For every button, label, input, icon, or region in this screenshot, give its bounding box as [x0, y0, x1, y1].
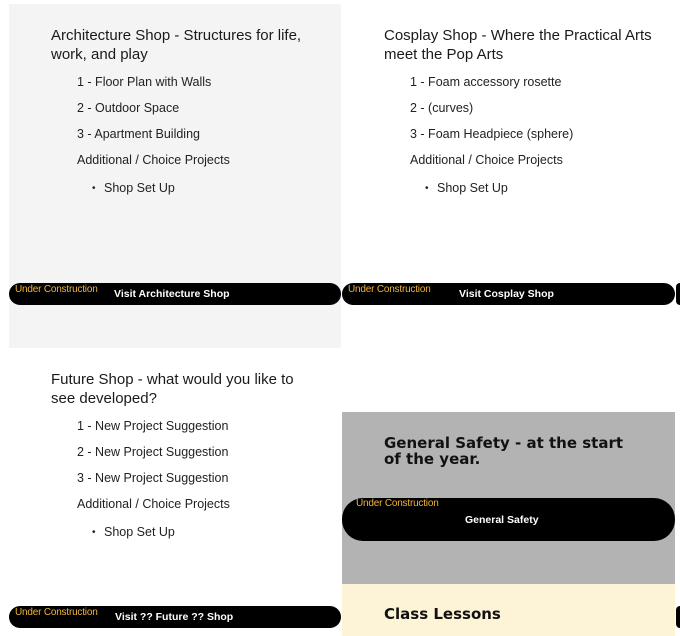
list-item: 1 - New Project Suggestion [77, 419, 229, 433]
visit-cosplay-shop-button[interactable] [342, 283, 675, 305]
button-label: General Safety [465, 514, 539, 526]
button-label: Visit Architecture Shop [114, 288, 230, 300]
list-item: 2 - Outdoor Space [77, 101, 180, 115]
class-lessons-title: Class Lessons [384, 605, 501, 623]
list-item: 1 - Foam accessory rosette [410, 75, 562, 89]
cosplay-bullet-item: • Shop Set Up [425, 179, 508, 198]
list-item: Additional / Choice Projects [410, 153, 563, 167]
list-item: Additional / Choice Projects [77, 153, 230, 167]
next-card-edge [676, 606, 680, 628]
list-item: Additional / Choice Projects [77, 497, 230, 511]
cosplay-shop-title: Cosplay Shop - Where the Practical Arts meet the Pop Arts [384, 27, 652, 63]
future-project-list [77, 417, 230, 521]
status-badge: Under Construction [348, 284, 431, 295]
status-badge: Under Construction [15, 607, 98, 618]
general-safety-title: General Safety - at the start of the year. [384, 434, 624, 468]
list-item: 2 - New Project Suggestion [77, 445, 229, 459]
status-badge: Under Construction [15, 284, 98, 295]
list-item: 3 - Foam Headpiece (sphere) [410, 127, 574, 141]
architecture-shop-title: Architecture Shop - Structures for life, work, and play [51, 27, 302, 63]
list-item: 2 - (curves) [410, 101, 474, 115]
button-label: Visit Cosplay Shop [459, 288, 554, 300]
architecture-project-list [77, 73, 230, 177]
architecture-bullet-item: • Shop Set Up [92, 179, 175, 198]
button-label: Visit ?? Future ?? Shop [115, 611, 234, 623]
cosplay-project-list [410, 73, 573, 177]
list-item: 3 - Apartment Building [77, 127, 200, 141]
next-card-edge [676, 283, 680, 305]
status-badge: Under Construction [356, 498, 439, 509]
list-item: 3 - New Project Suggestion [77, 471, 229, 485]
visit-architecture-shop-button[interactable] [9, 283, 341, 305]
future-shop-title: Future Shop - what would you like to see developed? [51, 371, 294, 407]
list-item: 1 - Floor Plan with Walls [77, 75, 212, 89]
general-safety-button[interactable] [342, 498, 675, 541]
visit-future-shop-button[interactable] [9, 606, 341, 628]
future-bullet-item: • Shop Set Up [92, 523, 175, 542]
